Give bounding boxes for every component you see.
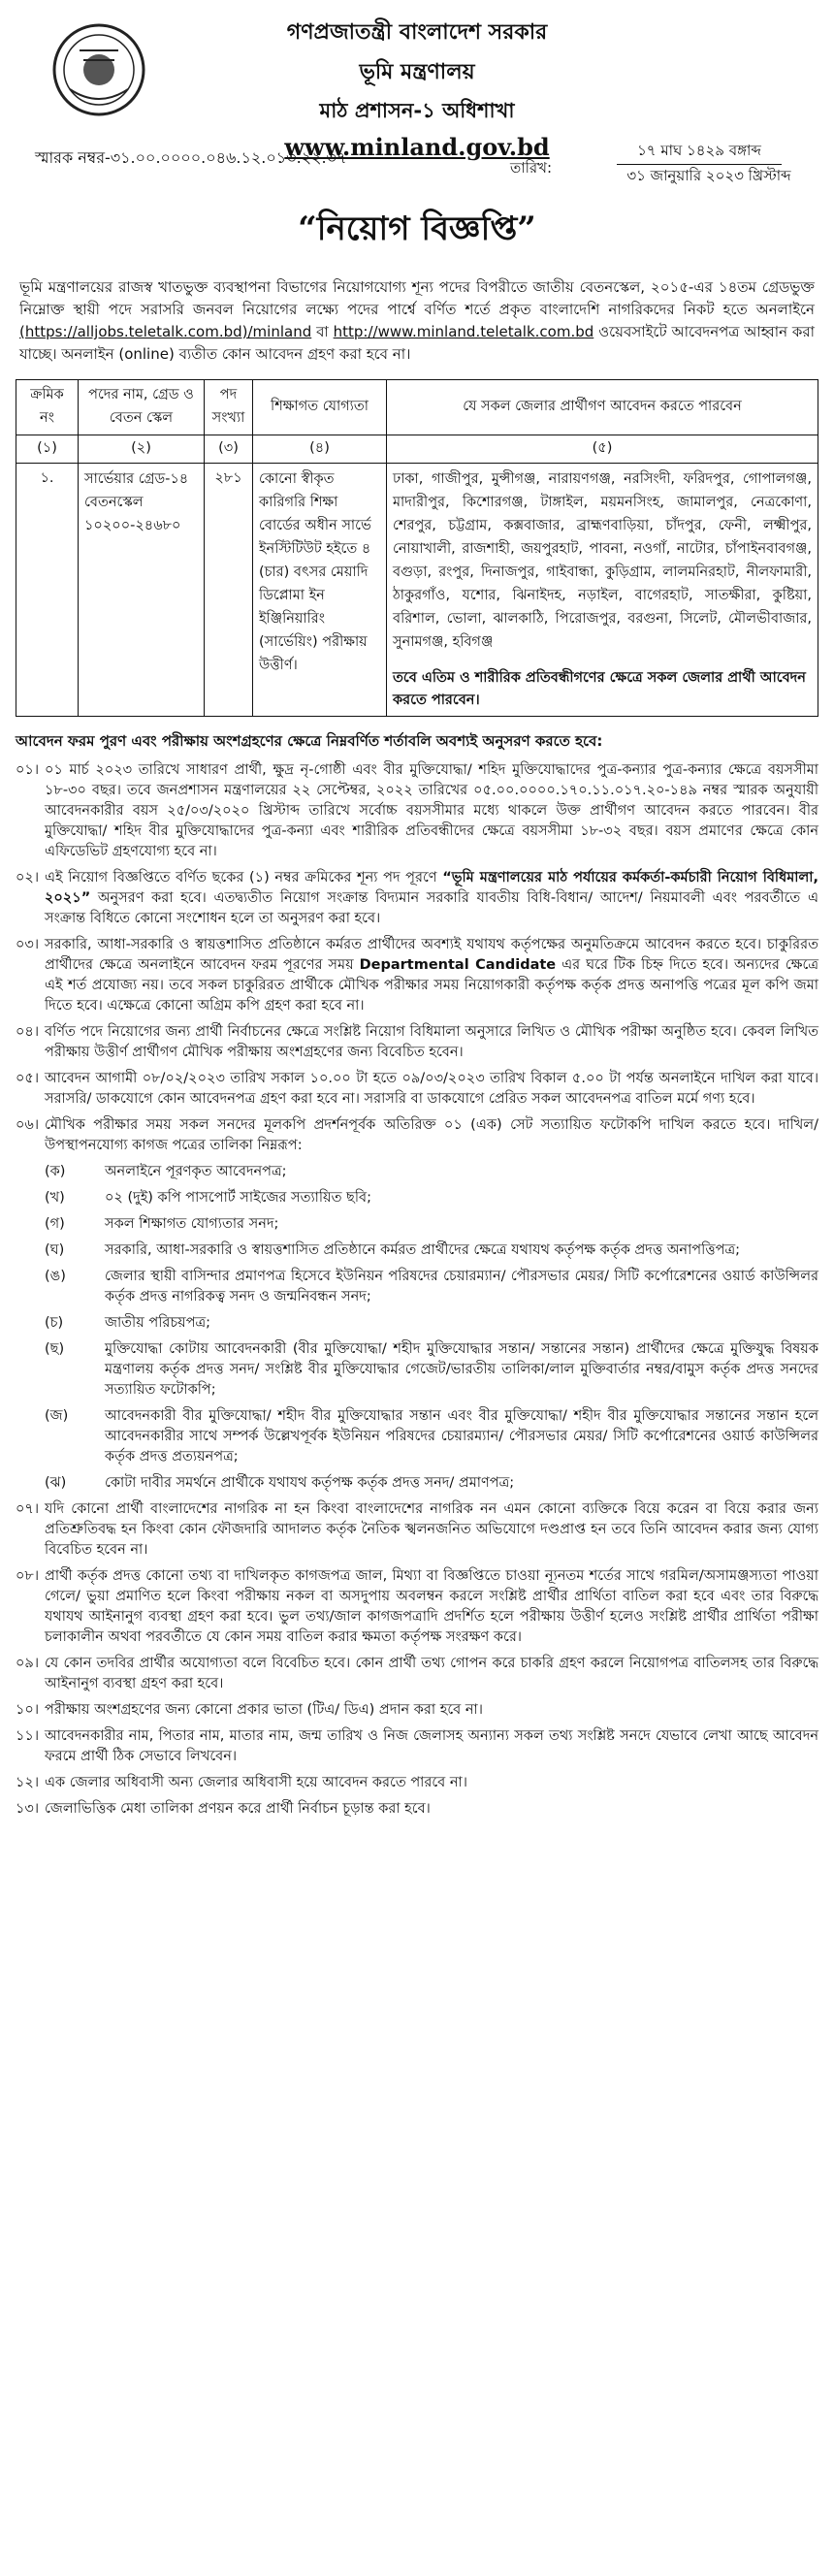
- clause-text: জেলাভিত্তিক মেধা তালিকা প্রণয়ন করে প্রার্থী নির্বাচন চূড়ান্ত করা হবে।: [45, 1801, 431, 1817]
- list-item-number: (জ): [45, 1408, 69, 1424]
- list-item-number: (ঘ): [45, 1242, 65, 1258]
- clause-number: ০৫।: [16, 1071, 40, 1086]
- list-item-text: কোটা দাবীর সমর্থনে প্রার্থীকে যথাযথ কর্তৃপক্ষ কর্তৃক প্রদত্ত সনদ/ প্রমাণপত্র;: [105, 1475, 515, 1491]
- clause-text-a: এই নিয়োগ বিজ্ঞপ্তিতে বর্ণিত ছকের (১) নম্বর ক্রমিকের শূন্য পদ পূরণে: [45, 870, 437, 886]
- list-item: [16, 1267, 818, 1307]
- clause-06: [16, 1115, 818, 1156]
- date-gregorian: ৩১ জানুয়ারি ২০২৩ খ্রিস্টাব্দ: [626, 167, 791, 184]
- list-item-number: (ঙ): [45, 1269, 66, 1284]
- list-item-number: (ঝ): [45, 1475, 67, 1491]
- intro-text-3: ওয়েবসাইটে আবেদনপত্র আহ্বান করা যাচ্ছে। অনলাইন (online) ব্যতীত কোন আবেদন গ্রহণ করা হবে না।: [19, 323, 815, 363]
- col-districts: যে সকল জেলার প্রার্থীগণ আবেদন করতে পারবেন: [387, 380, 818, 435]
- list-item-number: (ছ): [45, 1341, 65, 1357]
- website-link[interactable]: www.minland.gov.bd: [284, 133, 550, 161]
- district-list: ঢাকা, গাজীপুর, মুন্সীগঞ্জ, নারায়ণগঞ্জ, নরসিংদী, ফরিদপুর, গোপালগঞ্জ, মাদারীপুর, কিশোরগঞ্জ, টাঙ্গাইল, ময়মনসিংহ, জামালপুর, নেত্রকোণা, শেরপুর, চট্টগ্রাম, কক্সবাজার, ব্রাহ্মণবাড়িয়া, চাঁদপুর, ফেনী, লক্ষ্মীপুর, নোয়াখালী, রাজশাহী, জয়পুরহাট, পাবনা, নওগাঁ, নাটোর, চাঁপাইনবাবগঞ্জ, বগুড়া, রংপুর, দিনাজপুর, গাইবান্ধা, কুড়িগ্রাম, লালমনিরহাট, নীলফামারী, ঠাকুরগাঁও, যশোর, ঝিনাইদহ, নড়াইল, বাগেরহাট, সাতক্ষীরা, কুষ্টিয়া, বরিশাল, ভোলা, ঝালকাঠি, পিরোজপুর, বরগুনা, সিলেট, মৌলভীবাজার, সুনামগঞ্জ, হবিগঞ্জ: [393, 471, 812, 650]
- clause-text: পরীক্ষায় অংশগ্রহণের জন্য কোনো প্রকার ভাতা (টিএ/ ডিএ) প্রদান করা হবে না।: [45, 1702, 483, 1718]
- list-item-text: জেলার স্থায়ী বাসিন্দার প্রমাণপত্র হিসেবে ইউনিয়ন পরিষদের চেয়ারম্যান/ পৌরসভার মেয়র/ সিটি কর্পোরেশনের ওয়ার্ড কাউন্সিলর কর্তৃক প্রদত্ত নাগরিকত্ব সনদ ও জন্মনিবন্ধন সনদ;: [105, 1269, 818, 1304]
- clause-number: ০৮।: [16, 1568, 40, 1584]
- clause-text-b: এর ঘরে টিক চিহ্ন দিতে হবে। অন্যদের ক্ষেত্রে এই শর্ত প্রযোজ্য নয়। তবে সকল চাকুরিরত প্রার্থীকে মৌখিক পরীক্ষার সময় নিয়োগকারী কর্তৃপক্ষ কর্তৃক প্রদত্ত অনাপত্তি পত্রের মূল কপি জমা দিতে হবে। এক্ষেত্রে কোনো অগ্রিম কপি গ্রহণ করা হবে না।: [45, 957, 818, 1014]
- clause-10: [16, 1700, 818, 1721]
- list-item-text: সকল শিক্ষাগত যোগ্যতার সনদ;: [105, 1216, 279, 1232]
- list-item-text: আবেদনকারী বীর মুক্তিযোদ্ধা/ শহীদ বীর মুক্তিযোদ্ধার সন্তান এবং বীর মুক্তিযোদ্ধা/ শহীদ বীর মুক্তিযোদ্ধার সন্তানের সন্তান হলে আবেদনকারীর সাথে সম্পর্ক উল্লেখপূর্বক ইউনিয়ন পরিষদের চেয়ারম্যান/ পৌরসভার মেয়র/ সিটি কর্পোরেশনের ওয়ার্ড কাউন্সিলর কর্তৃক প্রদত্ত প্রত্যয়নপত্র;: [105, 1408, 818, 1465]
- row-serial: ১.: [16, 464, 79, 717]
- clause-number: ০২।: [16, 870, 40, 886]
- memo-number: স্মারক নম্বর-৩১.০০.০০০০.০৪৬.১২.০১৩.২২.৩৭: [35, 148, 347, 167]
- clause-12: [16, 1773, 818, 1793]
- col-num-3: (৩): [205, 435, 253, 464]
- col-count: পদ সংখ্যা: [205, 380, 253, 435]
- clause-text-a: সরকারি, আধা-সরকারি ও স্বায়ত্তশাসিত প্রতিষ্ঠানে কর্মরত প্রার্থীদের অবশ্যই যথাযথ কর্তৃপক্ষের অনুমতিক্রমে আবেদন করতে হবে। চাকুরিরত প্রার্থীদের ক্ষেত্রে অনলাইনে আবেদন ফরম পূরণের সময়: [45, 937, 818, 973]
- clause-number: ০৩।: [16, 937, 40, 952]
- table-header-row: [16, 380, 818, 435]
- list-item: [16, 1188, 818, 1208]
- district-note: তবে এতিম ও শারীরিক প্রতিবন্ধীগণের ক্ষেত্রে সকল জেলার প্রার্থী আবেদন করতে পারবেন।: [393, 670, 806, 708]
- clause-05: [16, 1069, 818, 1110]
- conditions-heading: আবেদন ফরম পুরণ এবং পরীক্ষায় অংশগ্রহণের ক্ষেত্রে নিম্নবর্ণিত শর্তাবলি অবশ্যই অনুসরণ করতে হবে:: [16, 732, 603, 750]
- row-count: ২৮১: [205, 464, 253, 717]
- list-item-text: ০২ (দুই) কপি পাসপোর্ট সাইজের সত্যায়িত ছবি;: [105, 1190, 371, 1206]
- clause-text: যদি কোনো প্রার্থী বাংলাদেশের নাগরিক না হন কিংবা বাংলাদেশের নাগরিক নন এমন কোনো ব্যক্তিকে বিয়ে করেন বা বিয়ে করার জন্য প্রতিশ্রুতিবদ্ধ হন কিংবা কোন ফৌজদারি আদালত কর্তৃক নৈতিক স্খলনজনিত অভিযোগে দণ্ডপ্রাপ্ত হন তবে তিনি আবেদন করার জন্য যোগ্য বিবেচিত হবেন না।: [45, 1501, 818, 1558]
- date-label: তারিখ:: [510, 159, 553, 177]
- row-post: সার্ভেয়ার গ্রেড-১৪ বেতনস্কেল ১০২০০-২৪৬৮০: [79, 464, 205, 717]
- table-number-row: [16, 435, 818, 464]
- rule-name: “ভূমি মন্ত্রণালয়ের মাঠ পর্যায়ের কর্মকর্তা-কর্মচারী নিয়োগ বিধিমালা, ২০২১”: [45, 870, 818, 906]
- government-seal-icon: [50, 21, 147, 118]
- clause-number: ১০।: [16, 1702, 40, 1718]
- col-serial: ক্রমিক নং: [16, 380, 79, 435]
- intro-paragraph: [19, 276, 815, 366]
- col-num-2: (২): [79, 435, 205, 464]
- ministry-name: ভূমি মন্ত্রণালয়: [359, 60, 475, 84]
- list-item: [16, 1473, 818, 1494]
- section-name: মাঠ প্রশাসন-১ অধিশাখা: [319, 99, 515, 122]
- alljobs-link[interactable]: (https://alljobs.teletalk.com.bd)/minland: [19, 323, 312, 340]
- list-item-text: জাতীয় পরিচয়পত্র;: [105, 1315, 211, 1331]
- clause-01: [16, 760, 818, 862]
- date-bangla: ১৭ মাঘ ১৪২৯ বঙ্গাব্দ: [617, 140, 782, 165]
- col-qualification: শিক্ষাগত যোগ্যতা: [253, 380, 387, 435]
- clause-text-b: অনুসরণ করা হবে। এতদ্ব্যতীত নিয়োগ সংক্রান্ত বিদ্যমান সরকারি যাবতীয় বিধি-বিধান/ আদেশ/ নিয়মাবলী এবং পরবর্তীতে এ সংক্রান্ত বিধিতে কোনো সংশোধন হলে তা অনুসরণ করা হবে।: [45, 890, 819, 926]
- clause-number: ১১।: [16, 1728, 40, 1744]
- clause-text: আবেদন আগামী ০৮/০২/২০২৩ তারিখ সকাল ১০.০০ টা হতে ০৯/০৩/২০২৩ তারিখ বিকাল ৫.০০ টা পর্যন্ত অনলাইনে দাখিল করা যাবে। সরাসরি/ ডাকযোগে কোন আবেদনপত্র গ্রহণ করা হবে না। সরাসরি বা ডাকযোগে প্রেরিত সকল আবেদনপত্র বাতিল মর্মে গণ্য হবে।: [45, 1071, 818, 1107]
- col-num-1: (১): [16, 435, 79, 464]
- list-item-text: মুক্তিযোদ্ধা কোটায় আবেদনকারী (বীর মুক্তিযোদ্ধা/ শহীদ মুক্তিযোদ্ধার সন্তান/ সন্তানের সন্তান) প্রার্থীদের ক্ষেত্রে মুক্তিযুদ্ধ বিষয়ক মন্ত্রণালয় কর্তৃক প্রদত্ত সনদ/ সংশ্লিষ্ট বীর মুক্তিযোদ্ধার গেজেট/ভারতীয় তালিকা/লাল মুক্তিবার্তার নম্বর/বামুস কর্তৃক প্রদত্ত সনদের সত্যায়িত ফটোকপি;: [105, 1341, 818, 1398]
- clause-number: ০৬।: [16, 1117, 40, 1133]
- clause-number: ০৯।: [16, 1656, 40, 1671]
- clause-03: [16, 935, 818, 1016]
- table-row: [16, 464, 818, 717]
- clause-text: মৌখিক পরীক্ষার সময় সকল সনদের মূলকপি প্রদর্শনপূর্বক অতিরিক্ত ০১ (এক) সেট সত্যায়িত ফটোকপি দাখিল করতে হবে। দাখিল/ উপস্থাপনযোগ্য কাগজ পত্রের তালিকা নিম্নরূপ:: [45, 1117, 818, 1153]
- clause-08: [16, 1566, 818, 1648]
- clause-13: [16, 1799, 818, 1819]
- clause-text: ০১ মার্চ ২০২৩ তারিখে সাধারণ প্রার্থী, ক্ষুদ্র নৃ-গোষ্ঠী এবং বীর মুক্তিযোদ্ধা/ শহিদ মুক্তিযোদ্ধাদের পুত্র-কন্যার পুত্র-কন্যার ক্ষেত্রে বয়সসীমা ১৮-৩০ বছর। তবে জনপ্রশাসন মন্ত্রণালয়ের ২২ সেপ্টেম্বর, ২০২২ তারিখের ০৫.০০.০০০০.১৭০.১১.০১৭.২০-১৪৯ নম্বর স্মারক অনুযায়ী আবেদনকারীর বয়স ২৫/০৩/২০২০ খ্রিস্টাব্দ তারিখে সর্বোচ্চ বয়সসীমার মধ্যে থাকলে উক্ত প্রার্থীগণ আবেদন করতে পারবেন। বীর মুক্তিযোদ্ধা/ শহিদ বীর মুক্তিযোদ্ধাদের পুত্র-কন্যা এবং শারীরিক প্রতিবন্ধীদের ক্ষেত্রে বয়সসীমা ১৮-৩২ বছর। বয়স প্রমাণের ক্ষেত্রে কোন এফিডেভিট গ্রহণযোগ্য হবে না।: [45, 762, 818, 859]
- clause-number: ০১।: [16, 762, 40, 778]
- intro-text-1: ভূমি মন্ত্রণালয়ের রাজস্ব খাতভুক্ত ব্যবস্থাপনা বিভাগের নিয়োগযোগ্য শূন্য পদের বিপরীতে জাতীয় বেতনস্কেল, ২০১৫-এর ১৪তম গ্রেডভুক্ত নিম্নোক্ত স্থায়ী পদে সরাসরি জনবল নিয়োগের লক্ষ্যে পদের পার্শ্বে বর্ণিত শর্তে প্রকৃত বাংলাদেশি নাগরিকদের নিকট হতে অনলাইনে: [19, 278, 815, 318]
- clause-text: বর্ণিত পদে নিয়োগের জন্য প্রার্থী নির্বাচনের ক্ষেত্রে সংশ্লিষ্ট নিয়োগ বিধিমালা অনুসারে লিখিত ও মৌখিক পরীক্ষা অনুষ্ঠিত হবে। কেবল লিখিত পরীক্ষায় উত্তীর্ণ প্রার্থীগণ মৌখিক পরীক্ষায় অংশগ্রহণের জন্য বিবেচিত হবেন।: [45, 1024, 818, 1060]
- notice-title: “নিয়োগ বিজ্ঞপ্তি”: [298, 209, 536, 248]
- list-item: [16, 1162, 818, 1182]
- teletalk-link[interactable]: http://www.minland.teletalk.com.bd: [333, 323, 594, 340]
- clause-02: [16, 868, 818, 929]
- clause-text: [45, 868, 818, 929]
- clause-04: [16, 1022, 818, 1063]
- clause-07: [16, 1499, 818, 1561]
- list-item-text: অনলাইনে পূরণকৃত আবেদনপত্র;: [105, 1164, 287, 1179]
- list-item: [16, 1313, 818, 1334]
- departmental-candidate: Departmental Candidate: [359, 957, 557, 973]
- list-item: [16, 1240, 818, 1261]
- clause-text: যে কোন তদবির প্রার্থীর অযোগ্যতা বলে বিবেচিত হবে। কোন প্রার্থী তথ্য গোপন করে চাকরি গ্রহণ করলে নিয়োগপত্র বাতিলসহ তার বিরুদ্ধে আইনানুগ ব্যবস্থা গ্রহণ করা হবে।: [45, 1656, 818, 1691]
- clause-number: ০৪।: [16, 1024, 40, 1040]
- clause-text: এক জেলার অধিবাসী অন্য জেলার অধিবাসী হয়ে আবেদন করতে পারবে না।: [45, 1775, 467, 1790]
- row-districts-cell: [387, 464, 818, 717]
- letterhead: [16, 16, 818, 184]
- clause-text: [45, 935, 818, 1016]
- list-item-number: (খ): [45, 1190, 65, 1206]
- clause-11: [16, 1726, 818, 1767]
- list-item-number: (গ): [45, 1216, 65, 1232]
- list-item: [16, 1406, 818, 1467]
- intro-text-2: বা: [316, 323, 329, 340]
- clause-number: ১৩।: [16, 1801, 40, 1817]
- clause-text: প্রার্থী কর্তৃক প্রদত্ত কোনো তথ্য বা দাখিলকৃত কাগজপত্র জাল, মিথ্যা বা বিজ্ঞপ্তিতে চাওয়া ন্যূনতম শর্তের সাথে গরমিল/অসামঞ্জস্যতা পাওয়া গেলে/ ভুয়া প্রমাণিত হলে কিংবা পরীক্ষায় নকল বা অসদুপায় অবলম্বন করলে সংশ্লিষ্ট প্রার্থীর প্রার্থিতা বাতিল করা হবে এবং তার বিরুদ্ধে যথাযথ আইনানুগ ব্যবস্থা গ্রহণ করা হবে। ভুল তথ্য/জাল কাগজপত্রাদি প্রদর্শিত হলে পরীক্ষায় উত্তীর্ণ হলেও সংশ্লিষ্ট প্রার্থীর প্রার্থিতা পরীক্ষা চলাকালীন অথবা পরবর্তীতে যে কোন সময় বাতিল করার ক্ষমতা কর্তৃপক্ষ সংরক্ষণ করে।: [45, 1568, 818, 1645]
- government-name: গণপ্রজাতন্ত্রী বাংলাদেশ সরকার: [286, 20, 548, 45]
- clause-09: [16, 1654, 818, 1694]
- list-item: [16, 1214, 818, 1235]
- vacancy-table: [16, 379, 818, 717]
- row-qualification: কোনো স্বীকৃত কারিগরি শিক্ষা বোর্ডের অধীন সার্ভে ইনস্টিটিউট হইতে ৪ (চার) বৎসর মেয়াদি ডিপ্লোমা ইন ইঞ্জিনিয়ারিং (সার্ভেয়িং) পরীক্ষায় উত্তীর্ণ।: [253, 464, 387, 717]
- col-num-4: (৪): [253, 435, 387, 464]
- list-item: [16, 1339, 818, 1401]
- list-item-number: (চ): [45, 1315, 64, 1331]
- col-num-5: (৫): [387, 435, 818, 464]
- clause-number: ০৭।: [16, 1501, 40, 1517]
- clause-text: আবেদনকারীর নাম, পিতার নাম, মাতার নাম, জন্ম তারিখ ও নিজ জেলাসহ অন্যান্য সকল তথ্য সংশ্লিষ্ট সনদে যেভাবে লেখা আছে আবেদন ফরমে প্রার্থী ঠিক সেভাবে লিখবেন।: [45, 1728, 818, 1764]
- list-item-number: (ক): [45, 1164, 66, 1179]
- clause-number: ১২।: [16, 1775, 40, 1790]
- list-item-text: সরকারি, আধা-সরকারি ও স্বায়ত্তশাসিত প্রতিষ্ঠানে কর্মরত প্রার্থীদের ক্ষেত্রে যথাযথ কর্তৃপক্ষ কর্তৃক প্রদত্ত অনাপত্তিপত্র;: [105, 1242, 741, 1258]
- col-post: পদের নাম, গ্রেড ও বেতন স্কেল: [79, 380, 205, 435]
